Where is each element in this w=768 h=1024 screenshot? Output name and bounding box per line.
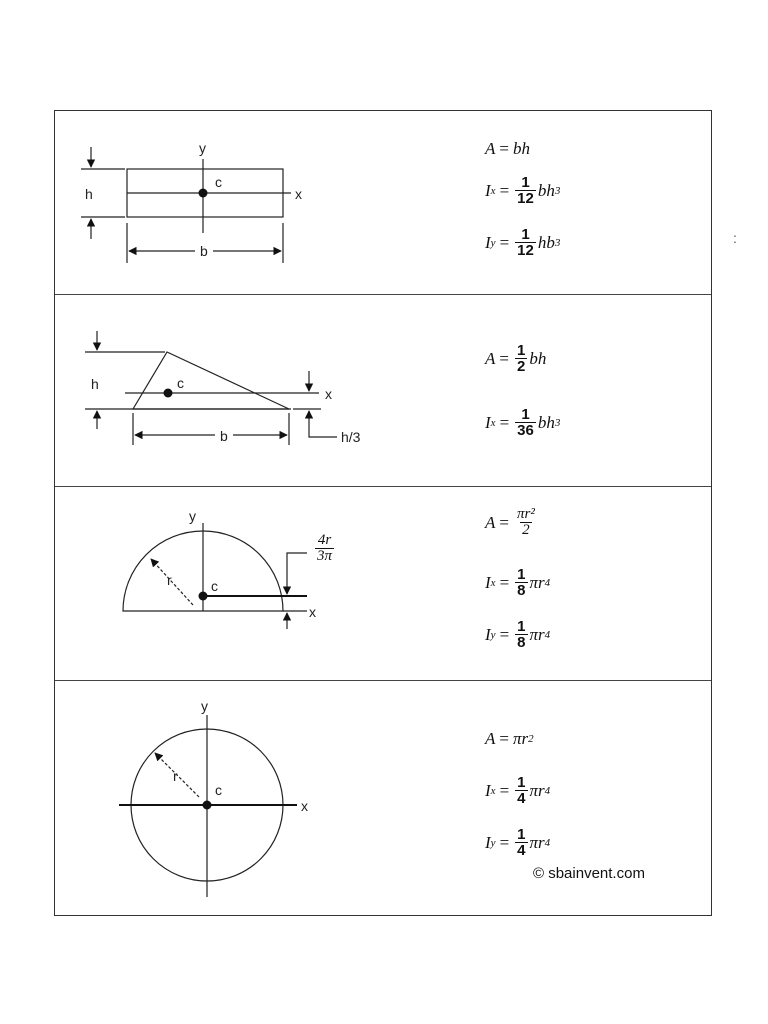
area-formula: A = $\frac{\text{πr²}}{2}$ <box>485 506 535 538</box>
stray-mark: : <box>733 230 737 246</box>
semicircle-row <box>55 487 711 681</box>
ix-formula: I x = $\frac{1}{12}$ bh 3 <box>485 174 561 207</box>
centroid-label: c <box>215 782 222 798</box>
radius-label: r <box>173 768 178 784</box>
centroid-label: c <box>177 375 184 391</box>
area-formula: A = $\frac{1}{2}$ bh <box>485 342 547 375</box>
x-axis-label: x <box>301 798 308 814</box>
x-axis-label: x <box>325 386 332 402</box>
centroid-label: c <box>211 578 218 594</box>
centroid-label: c <box>215 174 222 190</box>
radius-label: r <box>167 572 172 588</box>
radius-arrow <box>151 559 193 605</box>
ix-formula: I x = $\frac{1}{36}$ bh 3 <box>485 406 561 439</box>
section-properties-table <box>54 110 712 916</box>
y-axis-label: y <box>189 508 196 524</box>
copyright-text: © sbainvent.com <box>533 865 645 882</box>
centroid-dot <box>199 189 208 198</box>
y-axis-label: y <box>201 698 208 714</box>
triangle-figure <box>55 295 455 487</box>
h3-leader <box>309 429 337 437</box>
triangle-row <box>55 295 711 487</box>
semicircle-figure <box>55 487 455 681</box>
offset-label: $\frac{4r}{3\pi}$ <box>317 532 333 564</box>
iy-formula: I y = $\frac{1}{8}$ πr 4 <box>485 618 551 651</box>
triangle-shape <box>133 352 289 409</box>
rectangle-figure <box>55 111 455 295</box>
h3-label: h/3 <box>341 429 361 445</box>
ix-formula: I x = $\frac{1}{8}$ πr 4 <box>485 566 551 599</box>
h-label: h <box>91 376 99 392</box>
ix-formula: I x = $\frac{1}{4}$ πr 4 <box>485 774 551 807</box>
centroid-dot <box>164 389 173 398</box>
x-axis-label: x <box>295 186 302 202</box>
area-formula: A = bh <box>485 139 530 158</box>
h-label: h <box>85 186 93 202</box>
b-label: b <box>200 243 208 259</box>
circle-row <box>55 681 711 917</box>
iy-formula: I y = $\frac{1}{4}$ πr 4 <box>485 826 551 859</box>
centroid-dot <box>203 801 212 810</box>
centroid-dot <box>199 592 208 601</box>
rectangle-row <box>55 111 711 295</box>
iy-formula: I y = $\frac{1}{12}$ hb 3 <box>485 226 561 259</box>
b-label: b <box>220 428 228 444</box>
offset-leader <box>287 553 307 563</box>
x-axis-label: x <box>309 604 316 620</box>
y-axis-label: y <box>199 140 206 156</box>
circle-figure <box>55 681 455 917</box>
area-formula: A = πr 2 <box>485 729 534 748</box>
